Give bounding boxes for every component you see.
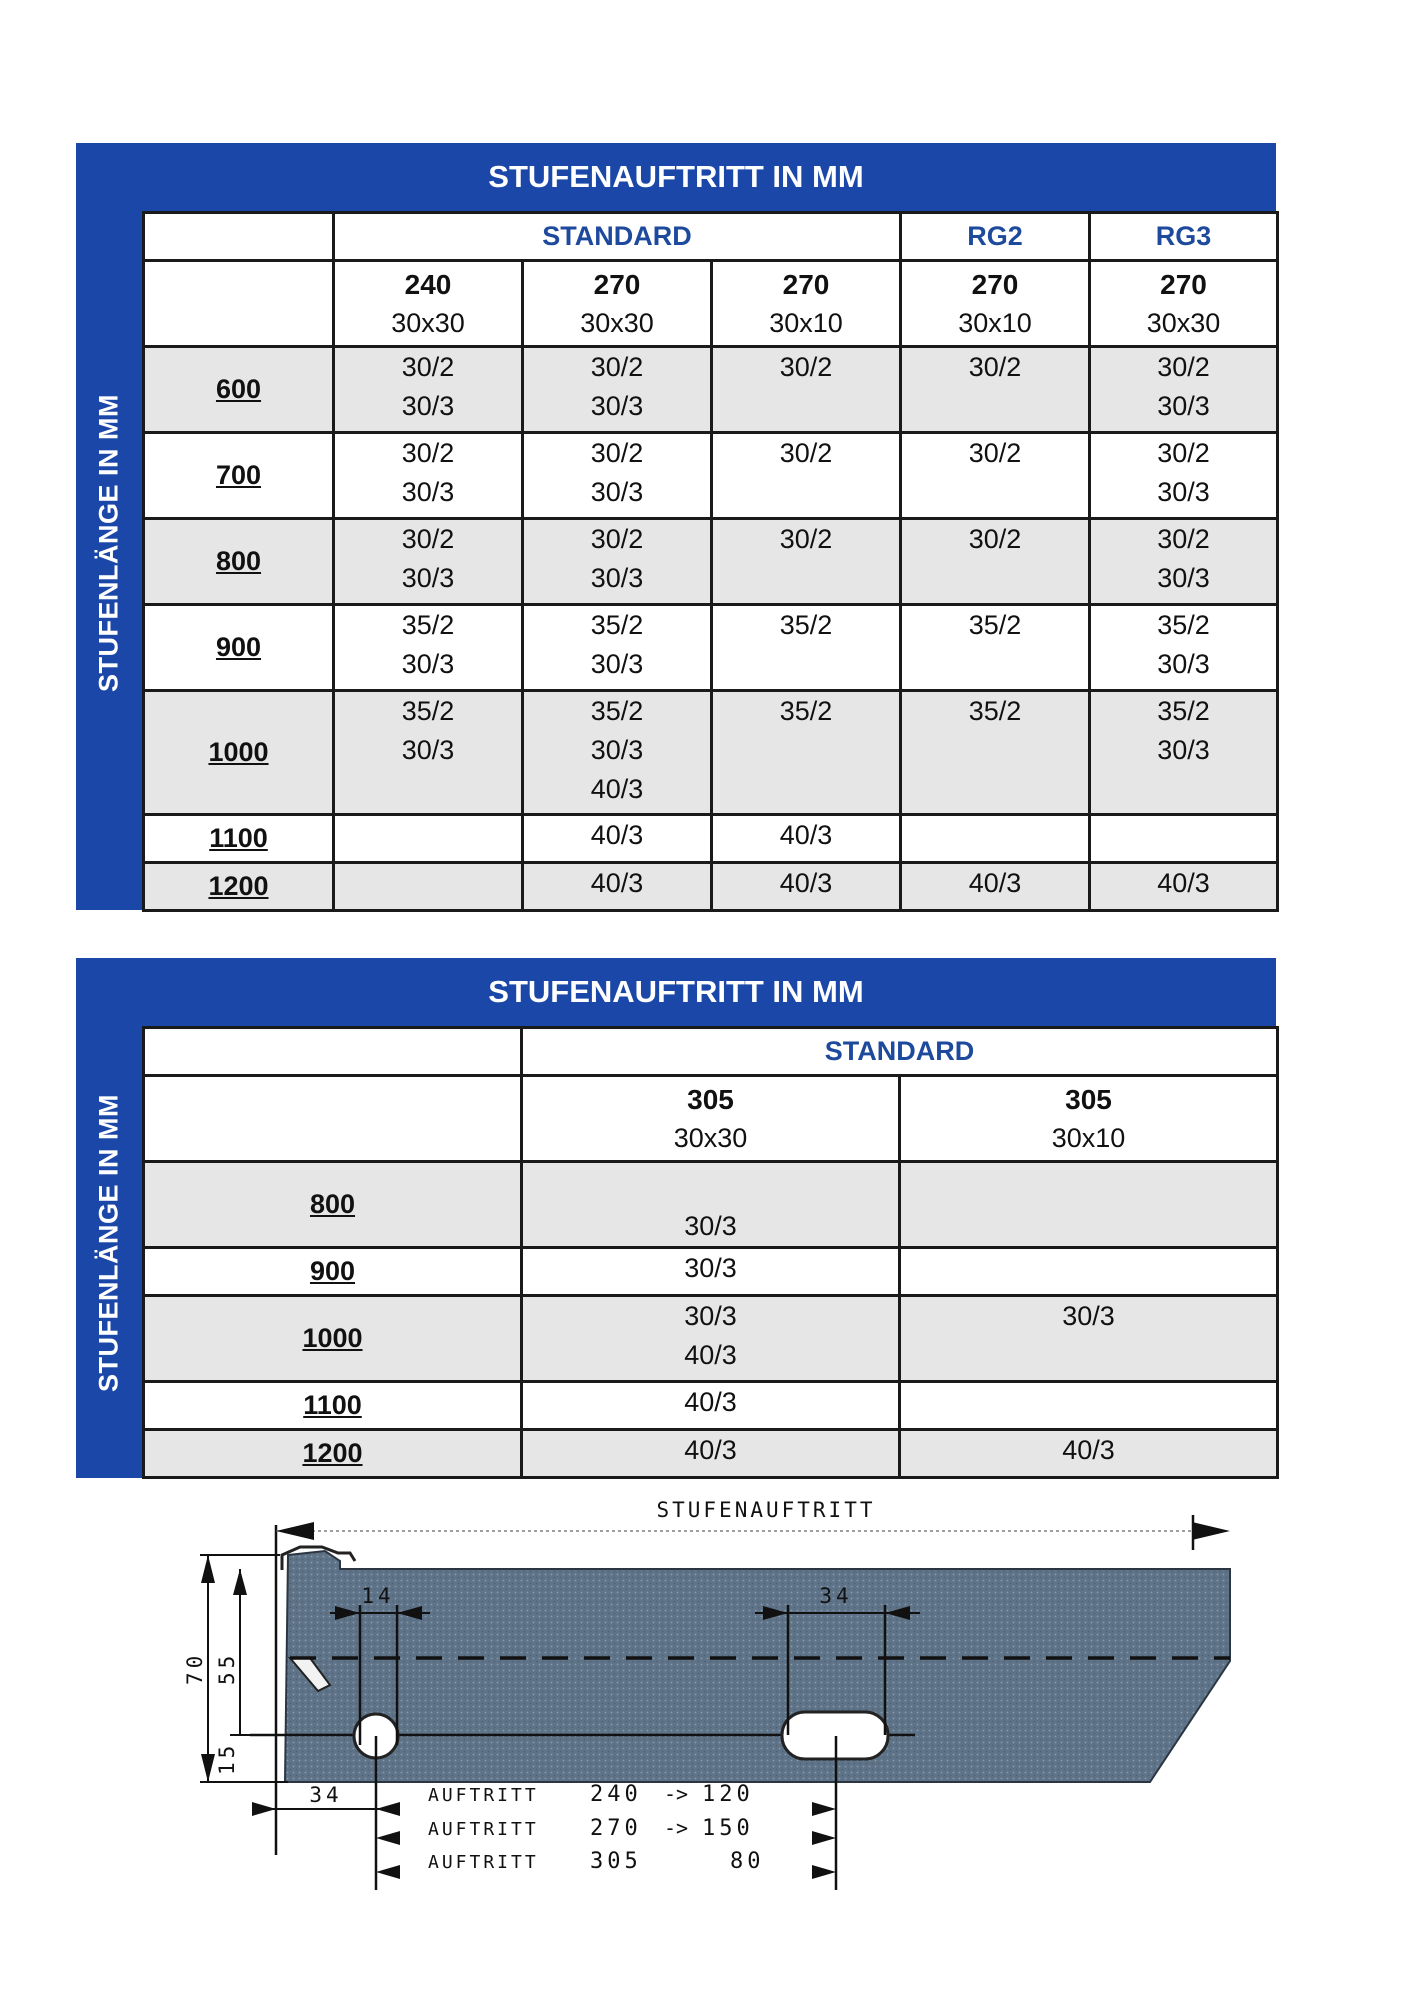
table1-value-cell xyxy=(712,863,901,911)
table1-col-header xyxy=(901,261,1090,347)
table1-value-cell xyxy=(901,691,1090,815)
table1-value-cell xyxy=(901,815,1090,863)
table1-value-cell xyxy=(712,519,901,605)
table1-value-cell xyxy=(523,863,712,911)
table1-col-header xyxy=(712,261,901,347)
grating-spec: 30/2 xyxy=(1157,438,1210,468)
col-mesh: 30x30 xyxy=(580,307,654,338)
table2-row xyxy=(144,1430,1278,1478)
grating-spec: 30/3 xyxy=(590,563,644,593)
note-label: AUFTRITT xyxy=(428,1819,539,1840)
table1-row xyxy=(144,815,1278,863)
table1-length-label: 900 xyxy=(144,605,334,691)
grating-spec: 35/2 xyxy=(779,696,833,726)
grating-spec: 30/3 xyxy=(401,735,455,765)
grating-spec: 40/3 xyxy=(779,820,833,850)
grating-spec: 30/3 xyxy=(1157,649,1210,679)
table1-value-cell xyxy=(334,519,523,605)
col-mesh: 30x10 xyxy=(1051,1122,1126,1153)
grating-spec: 40/3 xyxy=(590,774,644,804)
table1-value-cell xyxy=(712,815,901,863)
arrowhead xyxy=(201,1754,215,1782)
arrowhead xyxy=(376,1802,400,1816)
table1-col-header xyxy=(1090,261,1278,347)
table1-value-cell xyxy=(523,815,712,863)
table1-value-cell xyxy=(1090,519,1278,605)
col-size: 270 xyxy=(971,268,1019,300)
note-label: AUFTRITT xyxy=(428,1852,539,1873)
table2-value-cell xyxy=(522,1248,900,1296)
table2-row xyxy=(144,1296,1278,1382)
grating-spec: 30/3 xyxy=(1157,563,1210,593)
grating-spec: 35/2 xyxy=(590,610,644,640)
grating-spec: 30/2 xyxy=(968,438,1022,468)
arrowhead xyxy=(376,1865,400,1879)
table2-value-cell xyxy=(900,1382,1278,1430)
grating-spec: 40/3 xyxy=(590,820,644,850)
grating-spec: 35/2 xyxy=(590,696,644,726)
table2-body xyxy=(144,1162,1278,1478)
table1-value-cell xyxy=(334,605,523,691)
table2-row xyxy=(144,1248,1278,1296)
grating-spec: 35/2 xyxy=(1157,696,1210,726)
grating-spec: 30/3 xyxy=(401,477,455,507)
table1-row xyxy=(144,519,1278,605)
table1-length-label: 800 xyxy=(144,519,334,605)
note-arrow: -> xyxy=(664,1816,689,1840)
auftritt-note-row xyxy=(376,1849,836,1879)
table2-value-cell xyxy=(900,1162,1278,1248)
arrowhead xyxy=(376,1831,400,1845)
table1-value-cell xyxy=(901,519,1090,605)
table1-value-cell xyxy=(523,691,712,815)
note-arrow: -> xyxy=(664,1782,689,1806)
table1-length-label: 1100 xyxy=(144,815,334,863)
table2-value-cell xyxy=(900,1248,1278,1296)
table1-value-cell xyxy=(901,863,1090,911)
table2-value-cell xyxy=(900,1296,1278,1382)
grating-spec: 30/3 xyxy=(1157,391,1210,421)
table2-row xyxy=(144,1162,1278,1248)
col-mesh: 30x10 xyxy=(769,307,843,338)
col-mesh: 30x30 xyxy=(673,1122,748,1153)
grating-spec: 30/2 xyxy=(590,352,644,382)
table1-length-label: 1200 xyxy=(144,863,334,911)
table2-col-header xyxy=(900,1076,1278,1162)
grating-spec: 30/3 xyxy=(590,477,644,507)
grating-spec: 30/3 xyxy=(401,649,455,679)
table1-title: STUFENAUFTRITT IN MM xyxy=(488,159,864,194)
col-size: 240 xyxy=(404,268,452,300)
note-label: AUFTRITT xyxy=(428,1785,539,1806)
grating-spec: 30/3 xyxy=(684,1301,737,1331)
table1-value-cell xyxy=(1090,605,1278,691)
table1-value-cell xyxy=(1090,815,1278,863)
step-plate xyxy=(285,1551,1230,1782)
table1-row xyxy=(144,605,1278,691)
table1-col-header xyxy=(334,261,523,347)
grating-spec: 40/3 xyxy=(1062,1435,1115,1465)
grating-spec: 30/3 xyxy=(1157,477,1210,507)
grating-spec: 30/3 xyxy=(401,391,455,421)
table1-group-row xyxy=(144,213,1278,261)
table1-value-cell xyxy=(334,347,523,433)
table2-value-cell xyxy=(522,1430,900,1478)
note-value: 120 xyxy=(702,1782,754,1807)
table1-value-cell xyxy=(901,347,1090,433)
table1-body xyxy=(144,347,1278,911)
auftritt-note-row xyxy=(376,1816,836,1845)
col-size: 305 xyxy=(687,1083,734,1115)
table1-value-cell xyxy=(523,605,712,691)
grating-spec: 40/3 xyxy=(684,1340,737,1370)
grating-spec: 30/3 xyxy=(401,563,455,593)
grating-spec: 30/3 xyxy=(590,735,644,765)
grating-spec: 35/2 xyxy=(1157,610,1210,640)
table1-value-cell xyxy=(1090,347,1278,433)
arrowhead xyxy=(1192,1522,1230,1540)
table1-value-cell xyxy=(523,347,712,433)
table1-value-cell xyxy=(334,815,523,863)
table1-value-cell xyxy=(712,347,901,433)
grating-spec: 35/2 xyxy=(779,610,833,640)
arrowhead xyxy=(812,1831,836,1845)
table1-row xyxy=(144,433,1278,519)
grating-spec: 30/2 xyxy=(401,438,455,468)
table1-group-rg2: RG2 xyxy=(901,213,1090,261)
table1-value-cell xyxy=(1090,691,1278,815)
grating-spec: 30/2 xyxy=(968,524,1022,554)
arrowhead xyxy=(233,1569,247,1595)
table2-side-label: STUFENLÄNGE IN MM xyxy=(93,1094,124,1392)
table1-column-header-row xyxy=(144,261,1278,347)
grating-spec: 30/2 xyxy=(779,438,833,468)
auftritt-note-row xyxy=(376,1782,836,1816)
table2-value-cell xyxy=(522,1296,900,1382)
table1-value-cell xyxy=(334,863,523,911)
table1-value-cell xyxy=(901,605,1090,691)
col-mesh: 30x30 xyxy=(1146,307,1221,338)
arrowhead xyxy=(812,1802,836,1816)
grating-spec: 30/2 xyxy=(968,352,1022,382)
table2-value-cell xyxy=(522,1162,900,1248)
grating-spec: 40/3 xyxy=(684,1387,737,1417)
grating-spec: 40/3 xyxy=(590,868,644,898)
drawing-title: STUFENAUFTRITT xyxy=(656,1498,876,1522)
table1-length-label: 1000 xyxy=(144,691,334,815)
note-size: 240 xyxy=(590,1782,642,1807)
table1-group-rg3: RG3 xyxy=(1090,213,1278,261)
table1-value-cell xyxy=(712,605,901,691)
table2-length-label: 900 xyxy=(144,1248,522,1296)
grating-spec: 30/2 xyxy=(1157,352,1210,382)
grating-spec: 30/3 xyxy=(684,1211,737,1241)
note-value: 150 xyxy=(702,1816,754,1841)
table2-length-label: 1000 xyxy=(144,1296,522,1382)
grating-spec: 30/2 xyxy=(779,352,833,382)
grating-spec: 30/3 xyxy=(1157,735,1210,765)
note-size: 305 xyxy=(590,1849,642,1874)
table2-group-standard: STANDARD xyxy=(522,1028,1278,1076)
table1-value-cell xyxy=(334,433,523,519)
grating-spec: 40/3 xyxy=(968,868,1022,898)
grating-spec: 35/2 xyxy=(968,696,1022,726)
table1-group-standard: STANDARD xyxy=(334,213,901,261)
col-mesh: 30x10 xyxy=(958,307,1032,338)
note-size: 270 xyxy=(590,1816,642,1841)
table1-side-label: STUFENLÄNGE IN MM xyxy=(93,394,124,692)
step-profile-drawing xyxy=(183,1495,1250,1905)
table1-value-cell xyxy=(523,433,712,519)
grating-spec: 35/2 xyxy=(401,696,455,726)
arrowhead xyxy=(812,1865,836,1879)
dim-14-label: 14 xyxy=(361,1584,395,1608)
dim-34-left-label: 34 xyxy=(309,1783,343,1807)
col-size: 270 xyxy=(1160,268,1207,300)
table1-value-cell xyxy=(712,433,901,519)
dim-55-label: 55 xyxy=(215,1651,239,1685)
arrowhead xyxy=(201,1555,215,1583)
grating-spec: 30/2 xyxy=(590,438,644,468)
grating-spec: 30/3 xyxy=(684,1253,737,1283)
grating-spec: 40/3 xyxy=(779,868,833,898)
table1-value-cell xyxy=(334,691,523,815)
table1-length-label: 600 xyxy=(144,347,334,433)
grating-spec: 35/2 xyxy=(968,610,1022,640)
table2-value-cell xyxy=(522,1382,900,1430)
table1-length-label: 700 xyxy=(144,433,334,519)
note-value: 80 xyxy=(730,1849,765,1874)
dim-15-label: 15 xyxy=(215,1741,239,1775)
table1-value-cell xyxy=(712,691,901,815)
grating-spec: 40/3 xyxy=(1157,868,1210,898)
table1-value-cell xyxy=(1090,863,1278,911)
grating-spec: 30/3 xyxy=(590,391,644,421)
table2-title: STUFENAUFTRITT IN MM xyxy=(488,974,864,1009)
grating-spec: 30/2 xyxy=(590,524,644,554)
grating-spec: 30/2 xyxy=(1157,524,1210,554)
table1-value-cell xyxy=(901,433,1090,519)
table2-col-header xyxy=(522,1076,900,1162)
grating-spec: 30/2 xyxy=(401,524,455,554)
table1-value-cell xyxy=(523,519,712,605)
table1-corner-cell-2 xyxy=(144,261,334,347)
table1-row xyxy=(144,863,1278,911)
table1-corner-cell xyxy=(144,213,334,261)
table2-corner-cell-2 xyxy=(144,1076,522,1162)
table2-column-header-row xyxy=(144,1076,1278,1162)
dim-70-label: 70 xyxy=(183,1651,207,1685)
grating-spec: 40/3 xyxy=(684,1435,737,1465)
col-size: 270 xyxy=(782,268,830,300)
table2-length-label: 1200 xyxy=(144,1430,522,1478)
table1-row xyxy=(144,691,1278,815)
dim-34-top-label: 34 xyxy=(819,1584,853,1608)
grating-spec: 35/2 xyxy=(401,610,455,640)
table2-row xyxy=(144,1382,1278,1430)
arrowhead xyxy=(252,1802,276,1816)
table2-length-label: 1100 xyxy=(144,1382,522,1430)
table2-grid xyxy=(142,1026,1279,1479)
col-size: 305 xyxy=(1065,1083,1112,1115)
table1-col-header xyxy=(523,261,712,347)
table1-value-cell xyxy=(1090,433,1278,519)
grating-spec: 30/2 xyxy=(779,524,833,554)
grating-spec: 30/3 xyxy=(590,649,644,679)
table1-grid xyxy=(142,211,1279,912)
col-mesh: 30x30 xyxy=(391,307,465,338)
table2-length-label: 800 xyxy=(144,1162,522,1248)
table1-row xyxy=(144,347,1278,433)
arrowhead xyxy=(276,1522,314,1540)
table2-corner-cell xyxy=(144,1028,522,1076)
table2-value-cell xyxy=(900,1430,1278,1478)
table2-group-row xyxy=(144,1028,1278,1076)
grating-spec: 30/2 xyxy=(401,352,455,382)
grating-spec: 30/3 xyxy=(1062,1301,1115,1331)
col-size: 270 xyxy=(593,268,641,300)
